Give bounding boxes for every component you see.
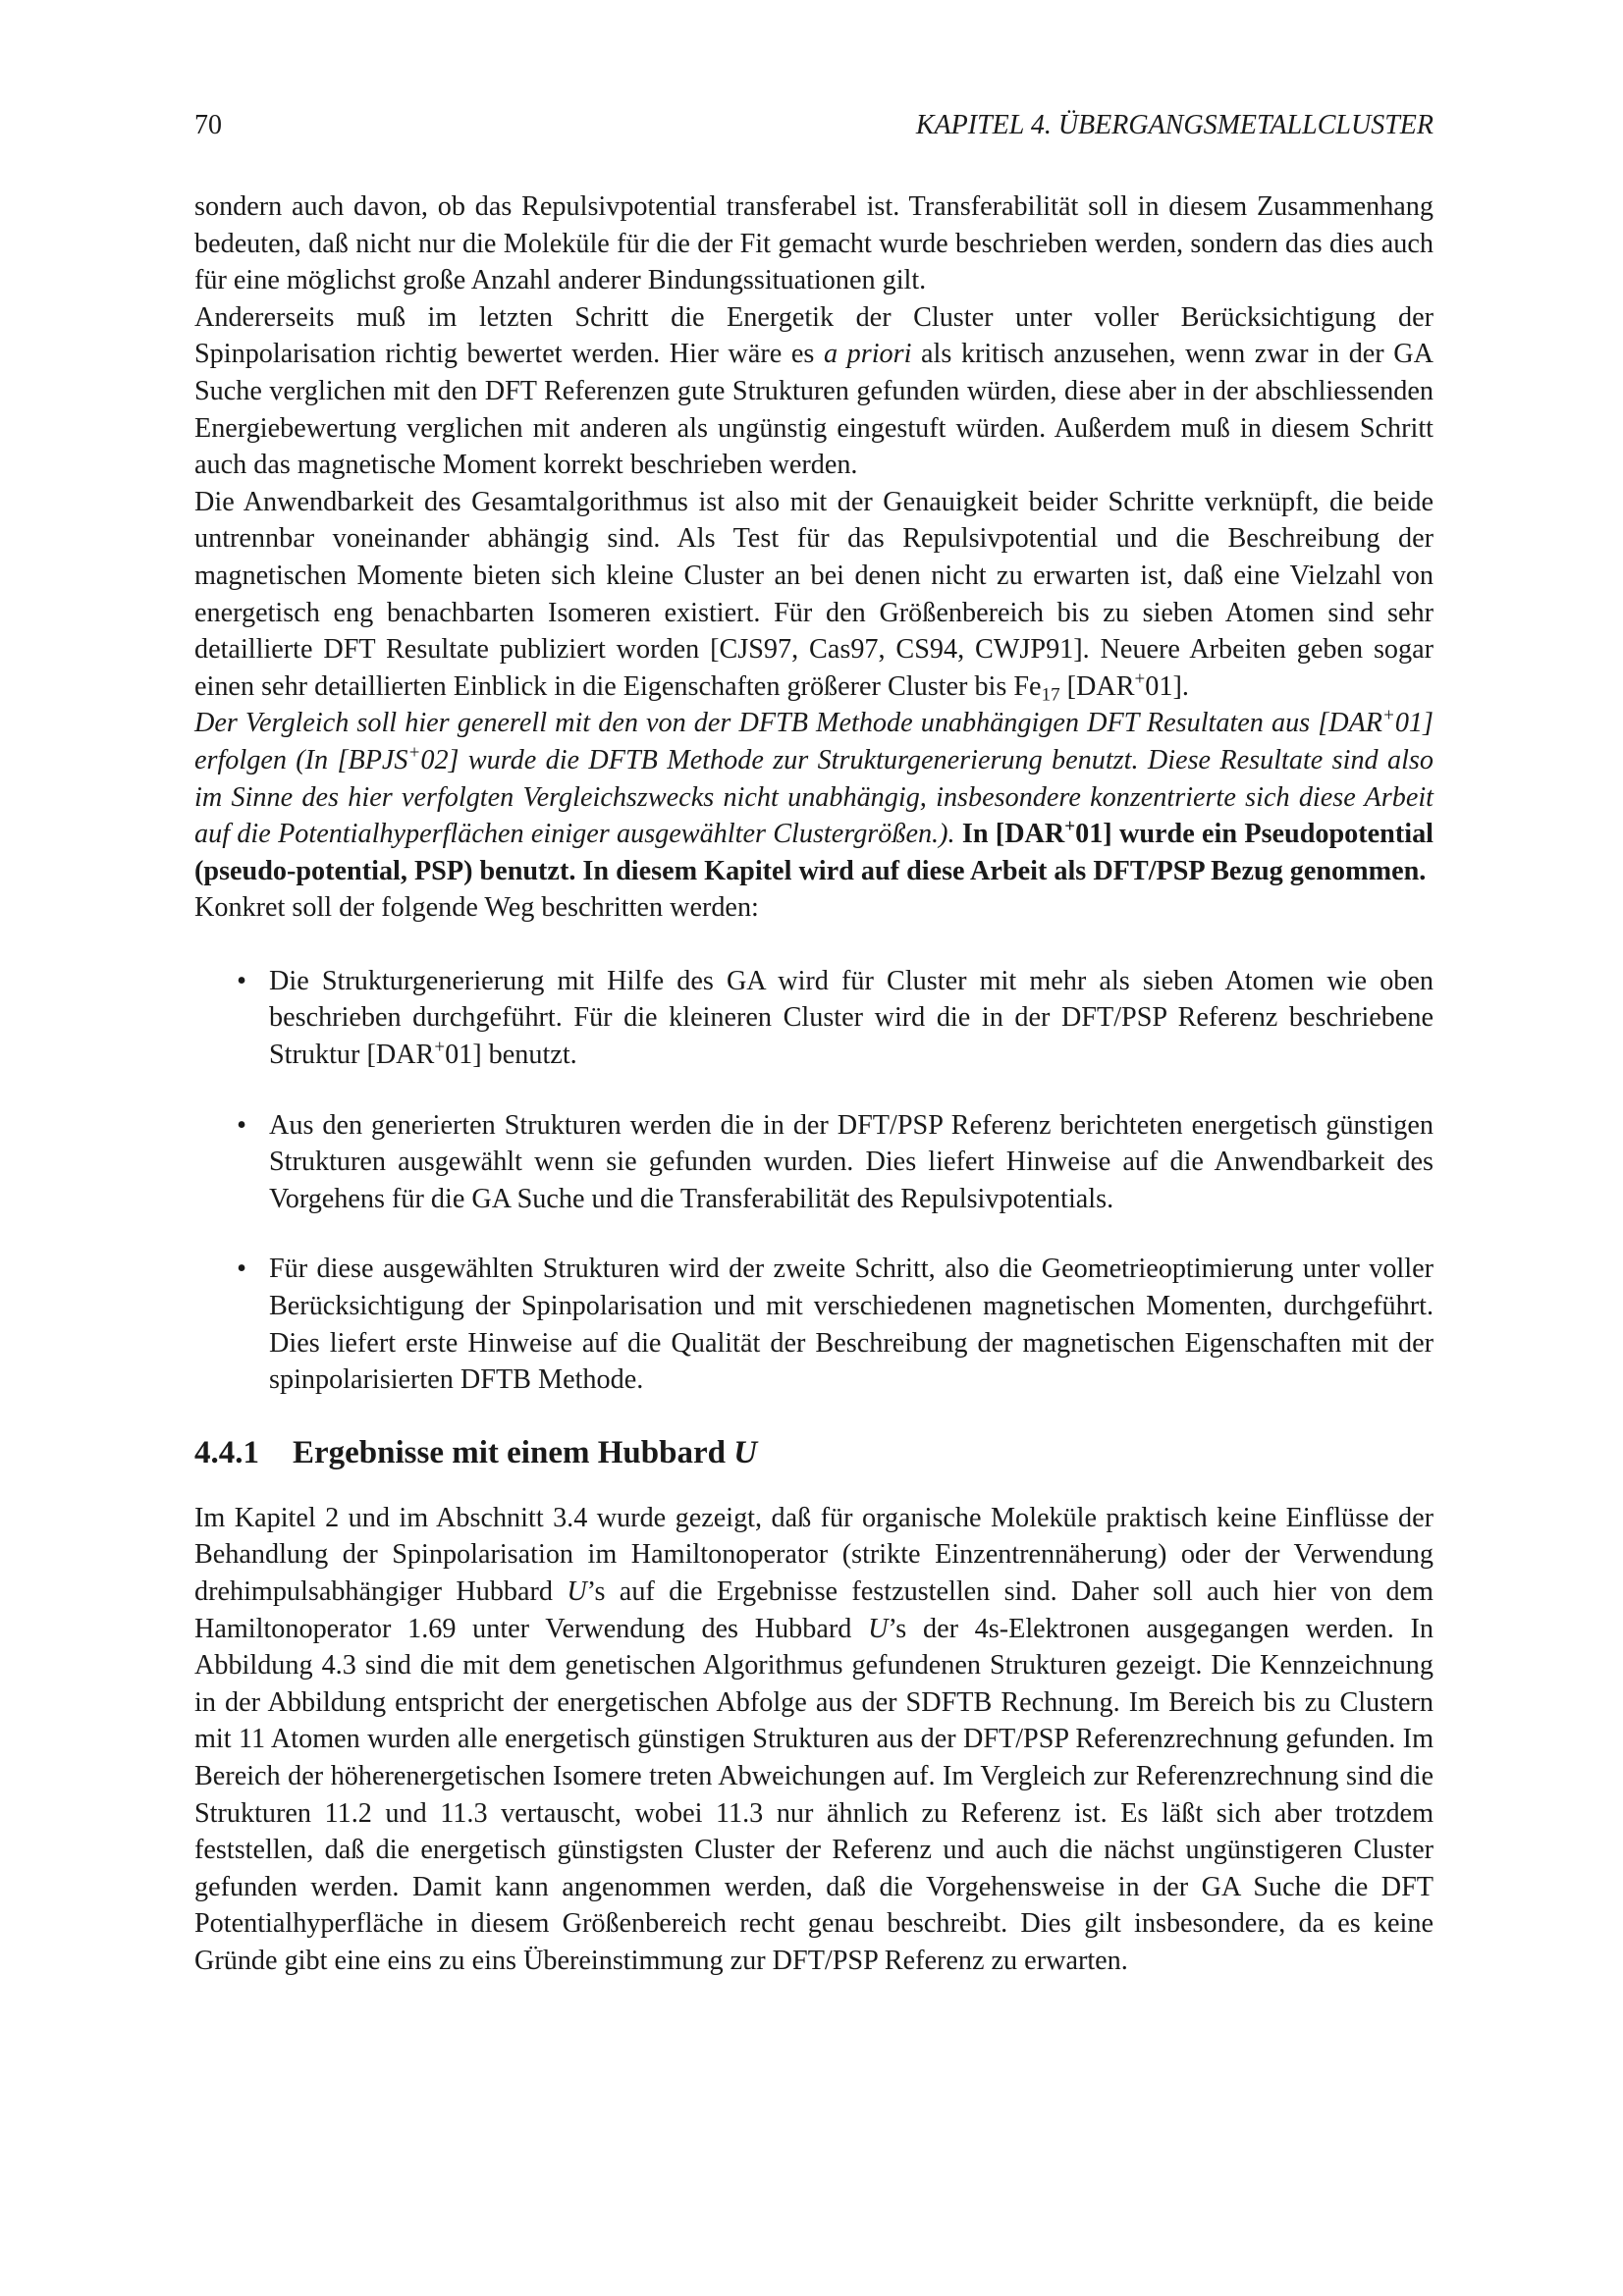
variable-u: U [868,1613,889,1644]
citation-dar-open: [DAR [1059,670,1135,702]
list-item-text-cont: 01] benutzt. [445,1040,577,1071]
list-item-text: Aus den generierten Strukturen werden die in der DFT/PSP Referenz berichteten energetisch günstigen Strukturen ausgewählt wenn sie gefunden wurden. Dies liefert Hinweise auf die Anwendbarkeit des Vorgehens für die GA Suche und die Transferabilität des Repulsivpotentials. [269,1109,1434,1214]
superscript-plus: + [1134,668,1146,690]
paragraph-energetics-text: Andererseits muß im letzten Schritt die Energetik der Cluster unter voller Berücksichtigung der Spinpolarisation richtig bewertet werden. Hier wäre es [194,301,1434,370]
superscript-plus: + [434,1037,446,1058]
paragraph-energetics [194,299,1434,484]
paragraph-results [194,1500,1434,1980]
italic-comparison-3: 02] wurde die DFTB Methode zur Strukturgenerierung benutzt. Diese Resultate sind also im Sinne des hier verfolgten Vergleichszwecks nicht unabhängig, insbesondere konzentrierte sich diese Arbeit auf die Potentialhyperflächen einiger ausgewählter Clustergrößen.). [194,744,1434,850]
bold-psp-2: 01] wurde ein Pseudopotential (pseudo-potential, PSP) benutzt. In diesem Kapitel wird auf diese Arbeit als DFT/PSP Bezug genommen. [194,819,1434,886]
body-text [194,188,1434,1980]
paragraph-results-text: Im Kapitel 2 und im Abschnitt 3.4 wurde gezeigt, daß für organische Moleküle praktisch keine Einflüsse der Behandlung der Spinpolarisation im Hamiltonoperator (strikte Einzentrennäherung) oder der Verwendung drehimpulsabhängiger Hubbard [194,1502,1434,1607]
superscript-plus: + [1382,705,1395,726]
variable-u: U [567,1576,587,1607]
list-item [237,963,1434,1074]
paragraph-results-text-3: ’s der 4s-Elektronen ausgegangen werden. In Abbildung 4.3 sind die mit dem genetischen Algorithmus gefundenen Strukturen gezeigt. Die Kennzeichnung in der Abbildung entspricht der energetischen Abfolge aus der SDFTB Rechnung. Im Bereich bis zu Clustern mit 11 Atomen wurden alle energetisch günstigen Strukturen aus der DFT/PSP Referenzrechnung gefunden. Im Bereich der höherenergetischen Isomere treten Abweichungen auf. Im Vergleich zur Referenzrechnung sind die Strukturen 11.2 und 11.3 vertauscht, wobei 11.3 nur ähnlich zu Referenz ist. Es läßt sich aber trotzdem feststellen, daß die energetisch günstigsten Cluster der Referenz und auch die nächst ungünstigeren Cluster gefunden werden. Damit kann angenommen werden, daß die Vorgehensweise in der GA Suche die DFT Potentialhyperfläche in diesem Größenbereich recht genau beschreibt. Dies gilt insbesondere, da es keine Gründe gibt eine eins zu eins Übereinstimmung zur DFT/PSP Referenz zu erwarten. [194,1613,1434,1976]
paragraph-approach: Konkret soll der folgende Weg beschritten werden: [194,892,759,924]
paragraph-energetics-text-cont: als kritisch anzusehen, wenn zwar in der GA Suche verglichen mit den DFT Referenzen gute Strukturen gefunden würden, diese aber in der abschliessenden Energiebewertung verglichen mit anderen als ungünstig eingestuft würden. Außerdem muß in diesem Schritt auch das magnetische Moment korrekt beschrieben werden. [194,339,1434,481]
bullet-list [194,963,1434,1399]
italic-a-priori: a priori [823,339,912,370]
citation-dar-close: 01]. [1145,670,1189,702]
section-title: Ergebnisse mit einem Hubbard [293,1434,734,1470]
subscript-17: 17 [1041,684,1060,706]
paragraph-comparison [194,705,1434,889]
superscript-plus: + [407,742,421,764]
running-title: KAPITEL 4. ÜBERGANGSMETALLCLUSTER [915,110,1434,140]
paragraph-results-text-2: ’s auf die Ergebnisse festzustellen sind. Daher soll auch hier von dem Hamiltonoperator 1.69 unter Verwendung des Hubbard [194,1576,1434,1644]
bullet-icon: • [237,965,246,996]
list-item-text: Die Strukturgenerierung mit Hilfe des GA wird für Cluster mit mehr als sieben Atomen wie oben beschrieben durchgeführt. Für die kleineren Cluster wird die in der DFT/PSP Referenz beschriebene Struktur [DAR [269,965,1434,1071]
section-title-variable: U [733,1434,758,1470]
italic-comparison-2: 01] erfolgen (In [BPJS [194,708,1434,775]
section-number: 4.4.1 [194,1434,259,1470]
list-item [237,1251,1434,1398]
list-item [237,1107,1434,1218]
bold-psp-1: In [DAR [954,819,1065,850]
bullet-icon: • [237,1254,246,1285]
superscript-plus: + [1064,816,1076,837]
paragraph-applicability [194,484,1434,706]
bullet-icon: • [237,1109,246,1141]
list-item-text: Für diese ausgewählten Strukturen wird der zweite Schritt, also die Geometrieoptimierung unter voller Berücksichtigung der Spinpolarisation und mit verschiedenen magnetischen Momenten, durchgeführt. Dies liefert erste Hinweise auf die Qualität der Beschreibung der magnetischen Eigenschaften mit der spinpolarisierten DFTB Methode. [269,1254,1434,1396]
paragraph-applicability-text: Die Anwendbarkeit des Gesamtalgorithmus ist also mit der Genauigkeit beider Schritte verknüpft, die beide untrennbar voneinander abhängig sind. Als Test für das Repulsivpotential und die Beschreibung der magnetischen Momente bieten sich kleine Cluster an bei denen nicht zu erwarten ist, daß eine Vielzahl von energetisch eng benachbarten Isomeren existiert. Für den Größenbereich bis zu sieben Atomen sind sehr detaillierte DFT Resultate publiziert worden [CJS97, Cas97, CS94, CWJP91]. Neuere Arbeiten geben sogar einen sehr detaillierten Einblick in die Eigenschaften größerer Cluster bis Fe [194,486,1434,702]
page-number: 70 [194,110,222,140]
paragraph-transferability: sondern auch davon, ob das Repulsivpotential transferabel ist. Transferabilität soll in diesem Zusammenhang bedeuten, daß nicht nur die Moleküle für die der Fit gemacht wurde beschrieben werden, sondern das dies auch für eine möglichst große Anzahl anderer Bindungssituationen gilt. [194,191,1434,296]
section-heading [194,1432,1434,1473]
italic-comparison-1: Der Vergleich soll hier generell mit den von der DFTB Methode unabhängigen DFT Resultaten aus [DAR [194,708,1382,739]
